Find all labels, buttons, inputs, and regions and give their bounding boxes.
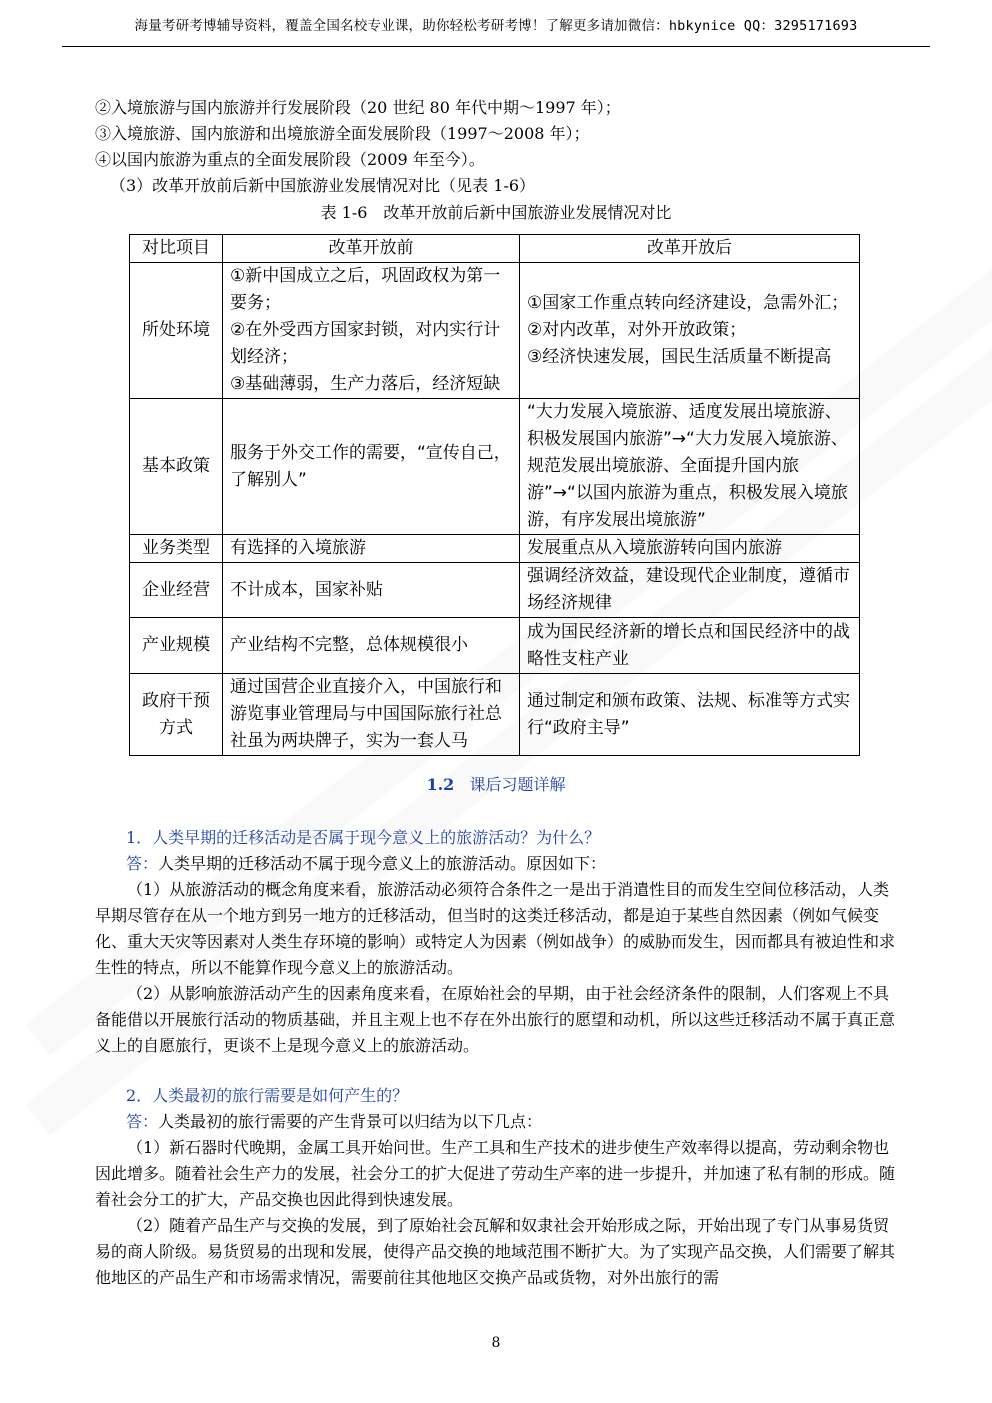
cell-line: ②对内改革，对外开放政策； [527,320,747,340]
header-cell: 改革开放后 [520,235,860,263]
row-before: 有选择的入境旅游 [223,535,520,563]
row-before: 不计成本，国家补贴 [223,563,520,618]
table-header-row [130,235,860,263]
comparison-table [129,234,860,756]
row-before [223,263,520,399]
answer-2-paragraph: （2）随着产品生产与交换的发展，到了原始社会瓦解和奴隶社会开始形成之际，开始出现了专门从事易货贸易的商人阶级。易货贸易的出现和发展，使得产品交换的地域范围不断扩大。为了实现产品交换，人们需要了解其他地区的产品生产和市场需求情况，需要前往其他地区交换产品或货物，对外出旅行的需 [95,1216,896,1287]
table-caption: 表 1-6 改革开放前后新中国旅游业发展情况对比 [320,203,672,222]
table-row [130,535,860,563]
answer-1-paragraph: （1）从旅游活动的概念角度来看，旅游活动必须符合条件之一是出于消遣性目的而发生空间位移活动，人类早期尽管存在从一个地方到另一地方的迁移活动，但当时的这类迁移活动，都是迫于某些自然因素（例如气候变化、重大天灾等因素对人类生存环境的影响）或特定人为因素（例如战争）的威胁而发生，因而都具有被迫性和求生性的特点，所以不能算作现今意义上的旅游活动。 [95,880,896,977]
row-item: 政府干预方式 [130,674,223,756]
row-after: 强调经济效益，建设现代企业制度，遵循市场经济规律 [520,563,860,618]
row-after: 发展重点从入境旅游转向国内旅游 [520,535,860,563]
intro-line: ③入境旅游、国内旅游和出境旅游全面发展阶段（1997～2008 年）； [95,124,590,143]
header-cell: 改革开放前 [223,235,520,263]
header-rule [62,46,930,47]
answer-text: 人类最初的旅行需要的产生背景可以归结为以下几点： [158,1112,543,1131]
answer-lead: 答： [126,854,159,873]
row-after: 成为国民经济新的增长点和国民经济中的战略性支柱产业 [520,618,860,674]
row-after [520,263,860,399]
cell-line: ③基础薄弱，生产力落后，经济短缺 [230,374,501,394]
row-after: “大力发展入境旅游、适度发展出境旅游、积极发展国内旅游”→“大力发展入境旅游、规范发展出境旅游、全面提升国内旅游”→“以国内旅游为重点，积极发展入境旅游，有序发展出境旅游” [520,399,860,535]
question-1: 1．人类早期的迁移活动是否属于现今意义上的旅游活动？为什么？ [126,828,601,847]
row-item: 业务类型 [130,535,223,563]
answer-2-paragraph: （1）新石器时代晚期，金属工具开始问世。生产工具和生产技术的进步使生产效率得以提高，劳动剩余物也因此增多。随着社会生产力的发展，社会分工的扩大促进了劳动生产率的进一步提升，并加速了私有制的形成。随着社会分工的扩大，产品交换也因此得到快速发展。 [95,1138,896,1209]
page-number: 8 [491,1335,501,1351]
table-row [130,399,860,535]
table-row [130,618,860,674]
intro-line: （3）改革开放前后新中国旅游业发展情况对比（见表 1-6） [110,176,536,195]
row-after: 通过制定和颁布政策、法规、标准等方式实行“政府主导” [520,674,860,756]
cell-line: ②在外受西方国家封锁，对内实行计划经济； [230,320,501,367]
cell-line: ①新中国成立之后，巩固政权为第一要务； [230,266,501,313]
cell-line: ③经济快速发展，国民生活质量不断提高 [527,347,832,367]
intro-line: ②入境旅游与国内旅游并行发展阶段（20 世纪 80 年代中期～1997 年）； [95,98,621,117]
section-title: 课后习题详解 [469,775,566,794]
table-row [130,563,860,618]
answer-2 [126,1109,906,1135]
cell-line: ①国家工作重点转向经济建设，急需外汇； [527,293,849,313]
section-heading [0,772,992,795]
section-number: 1.2 [426,775,455,794]
answer-text: 人类早期的迁移活动不属于现今意义上的旅游活动。原因如下： [158,854,607,873]
header-cell: 对比项目 [130,235,223,263]
answer-1-paragraph: （2）从影响旅游活动产生的因素角度来看，在原始社会的早期，由于社会经济条件的限制，人们客观上不具备能借以开展旅行活动的物质基础，并且主观上也不存在外出旅行的愿望和动机，所以这些迁移活动不属于真正意义上的自愿旅行，更谈不上是现今意义上的旅游活动。 [95,984,896,1055]
row-item: 产业规模 [130,618,223,674]
answer-lead: 答： [126,1112,159,1131]
row-before: 产业结构不完整，总体规模很小 [223,618,520,674]
row-before: 通过国营企业直接介入，中国旅行和游览事业管理局与中国国际旅行社总社虽为两块牌子，实为一套人马 [223,674,520,756]
page-header: 海量考研考博辅导资料，覆盖全国名校专业课，助你轻松考研考博！了解更多请加微信：hbkynice QQ：3295171693 [134,18,858,34]
row-item: 所处环境 [130,263,223,399]
row-before: 服务于外交工作的需要，“宣传自己，了解别人” [223,399,520,535]
table-row [130,674,860,756]
row-item: 基本政策 [130,399,223,535]
intro-line: ④以国内旅游为重点的全面发展阶段（2009 年至今）。 [95,150,485,169]
table-row [130,263,860,399]
answer-1 [126,851,906,877]
question-2: 2．人类最初的旅行需要是如何产生的？ [126,1086,409,1105]
row-item: 企业经营 [130,563,223,618]
